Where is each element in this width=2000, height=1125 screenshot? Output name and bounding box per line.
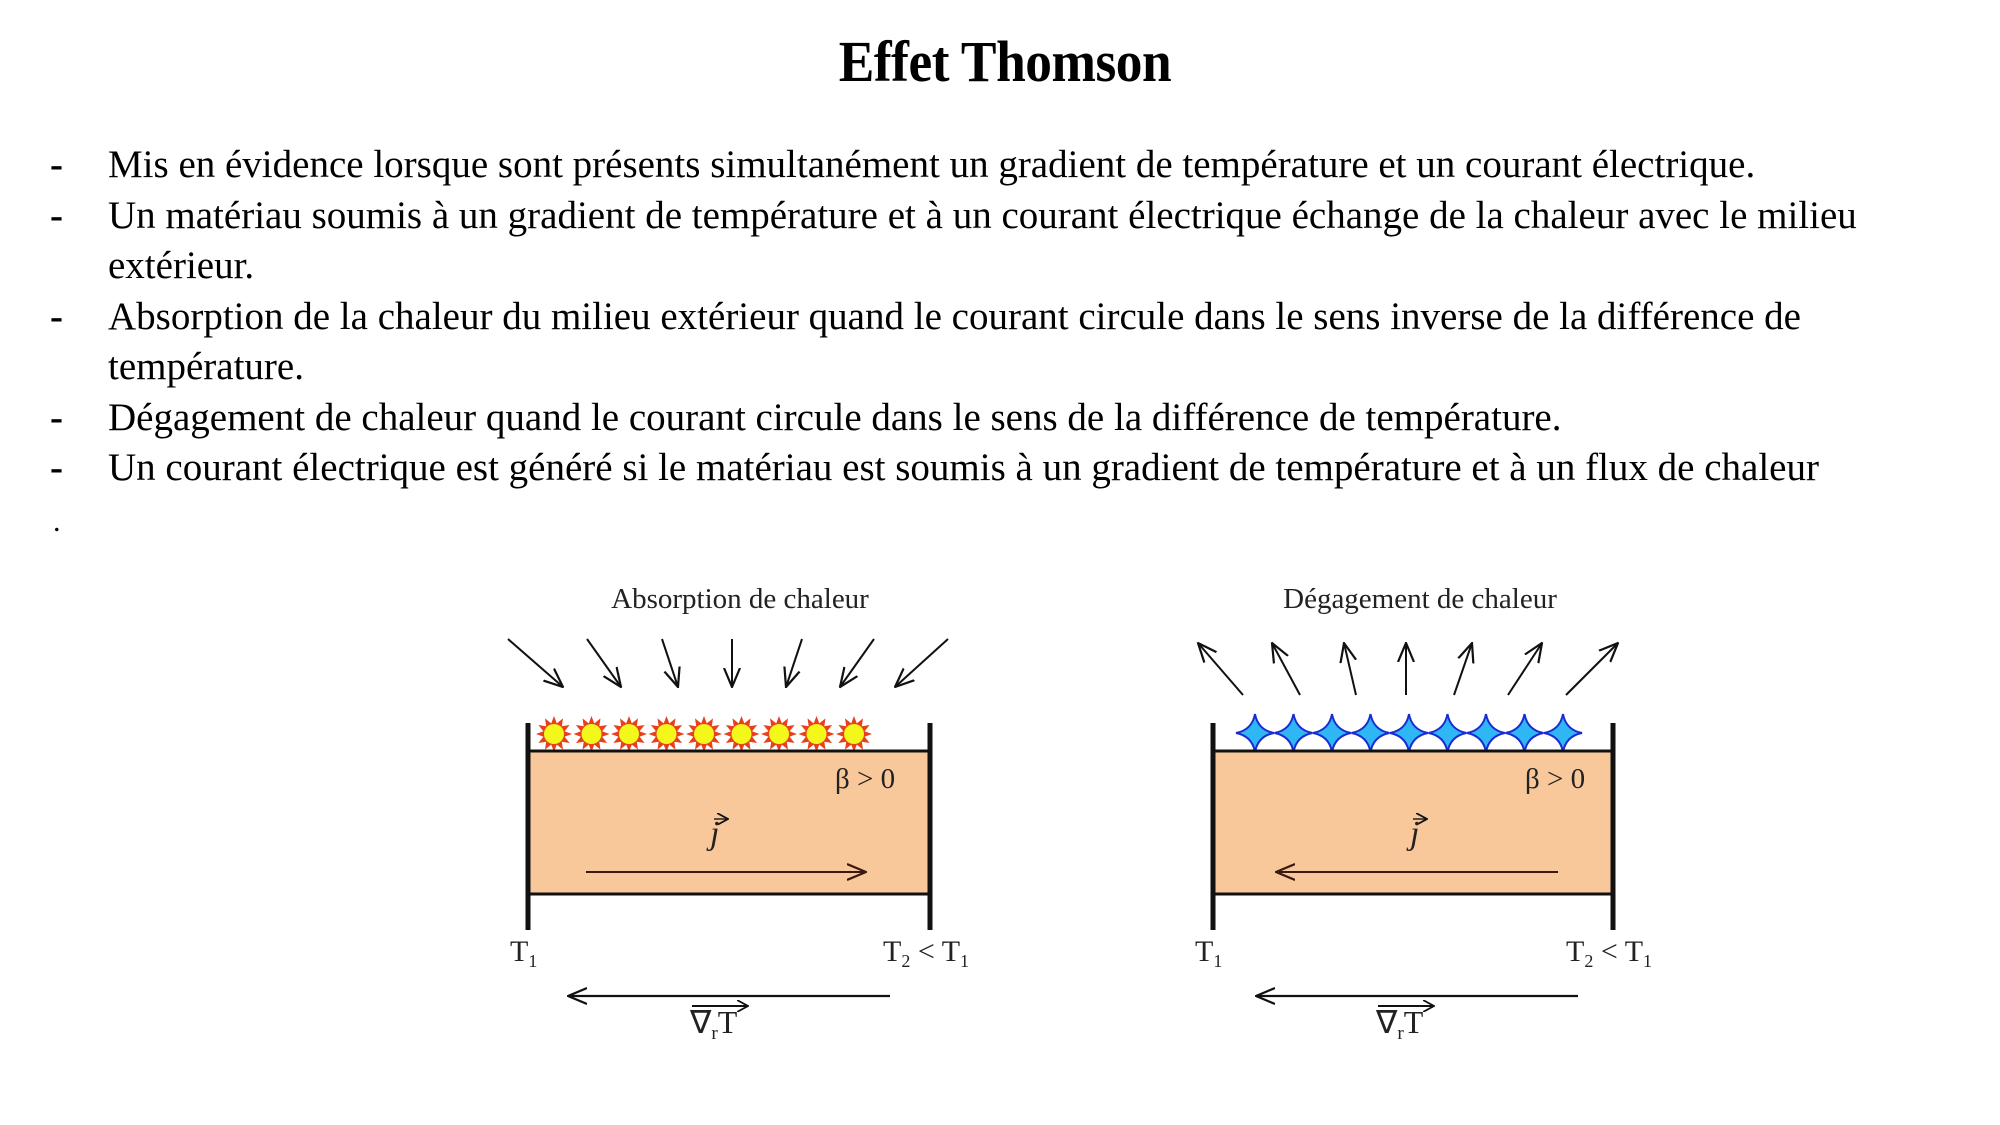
heat-star-icon	[1544, 714, 1582, 752]
heat-star-icon	[1313, 714, 1351, 752]
heat-star-icon	[1390, 714, 1428, 752]
heat-star-icon	[1236, 714, 1274, 752]
heat-star-icon	[1275, 714, 1313, 752]
diagram-caption: Absorption de chaleur	[611, 583, 869, 615]
bullet-text: Un matériau soumis à un gradient de température et à un courant électrique échange de la chaleur avec le milieu extérieur.	[108, 193, 1857, 287]
diagram-release	[1180, 575, 1700, 1075]
bullet-text: Un courant électrique est généré si le matériau est soumis à un gradient de température et à un flux de chaleur	[108, 446, 1819, 489]
bullet-text: Mis en évidence lorsque sont présents simultanément un gradient de température et un courant électrique.	[108, 143, 1756, 186]
bullet-item	[50, 140, 1980, 191]
bullet-list	[50, 140, 1980, 494]
current-density-label: j	[1410, 815, 1420, 852]
bullet-marker: -	[50, 294, 63, 338]
heat-star-row	[1236, 714, 1582, 752]
bullet-item	[50, 393, 1980, 444]
t1-label: $T_1$	[510, 935, 538, 971]
bullet-item	[50, 443, 1980, 494]
heat-star-icon	[1506, 714, 1544, 752]
heat-arrows-inward	[508, 639, 948, 687]
bullet-marker: -	[50, 395, 63, 439]
bullet-marker: -	[50, 446, 63, 489]
t1-label: $T_1$	[1195, 935, 1223, 971]
gradient-label: $\nabla_rT$	[1376, 1004, 1424, 1044]
beta-label: β > 0	[1525, 763, 1586, 795]
absorption-figure	[490, 575, 1010, 1075]
page-title: Effet Thomson	[838, 29, 1172, 94]
heat-arrows-outward	[1198, 643, 1618, 695]
t2-label: $T_2 < T_1$	[1566, 935, 1653, 971]
bullet-text: Dégagement de chaleur quand le courant circule dans le sens de la différence de température.	[108, 395, 1562, 439]
heat-star-icon	[1467, 714, 1505, 752]
bullet-item	[50, 191, 1980, 292]
trailing-dot: .	[53, 505, 61, 538]
heat-star-icon	[1352, 714, 1390, 752]
bullet-item	[50, 292, 1980, 393]
t2-label: $T_2 < T_1$	[883, 935, 970, 971]
current-density-label: j	[710, 815, 720, 852]
diagram-caption: Dégagement de chaleur	[1283, 583, 1557, 615]
diagram-absorption	[490, 575, 1010, 1075]
beta-label: β > 0	[835, 763, 896, 795]
gradient-label: $\nabla_rT$	[690, 1004, 738, 1044]
bullet-text: Absorption de la chaleur du milieu extérieur quand le courant circule dans le sens inverse de la différence de température.	[108, 294, 1801, 388]
heat-burst-row	[536, 716, 872, 752]
bullet-marker: -	[50, 193, 63, 237]
heat-star-icon	[1429, 714, 1467, 752]
release-figure	[1180, 575, 1700, 1075]
bullet-marker: -	[50, 143, 63, 186]
